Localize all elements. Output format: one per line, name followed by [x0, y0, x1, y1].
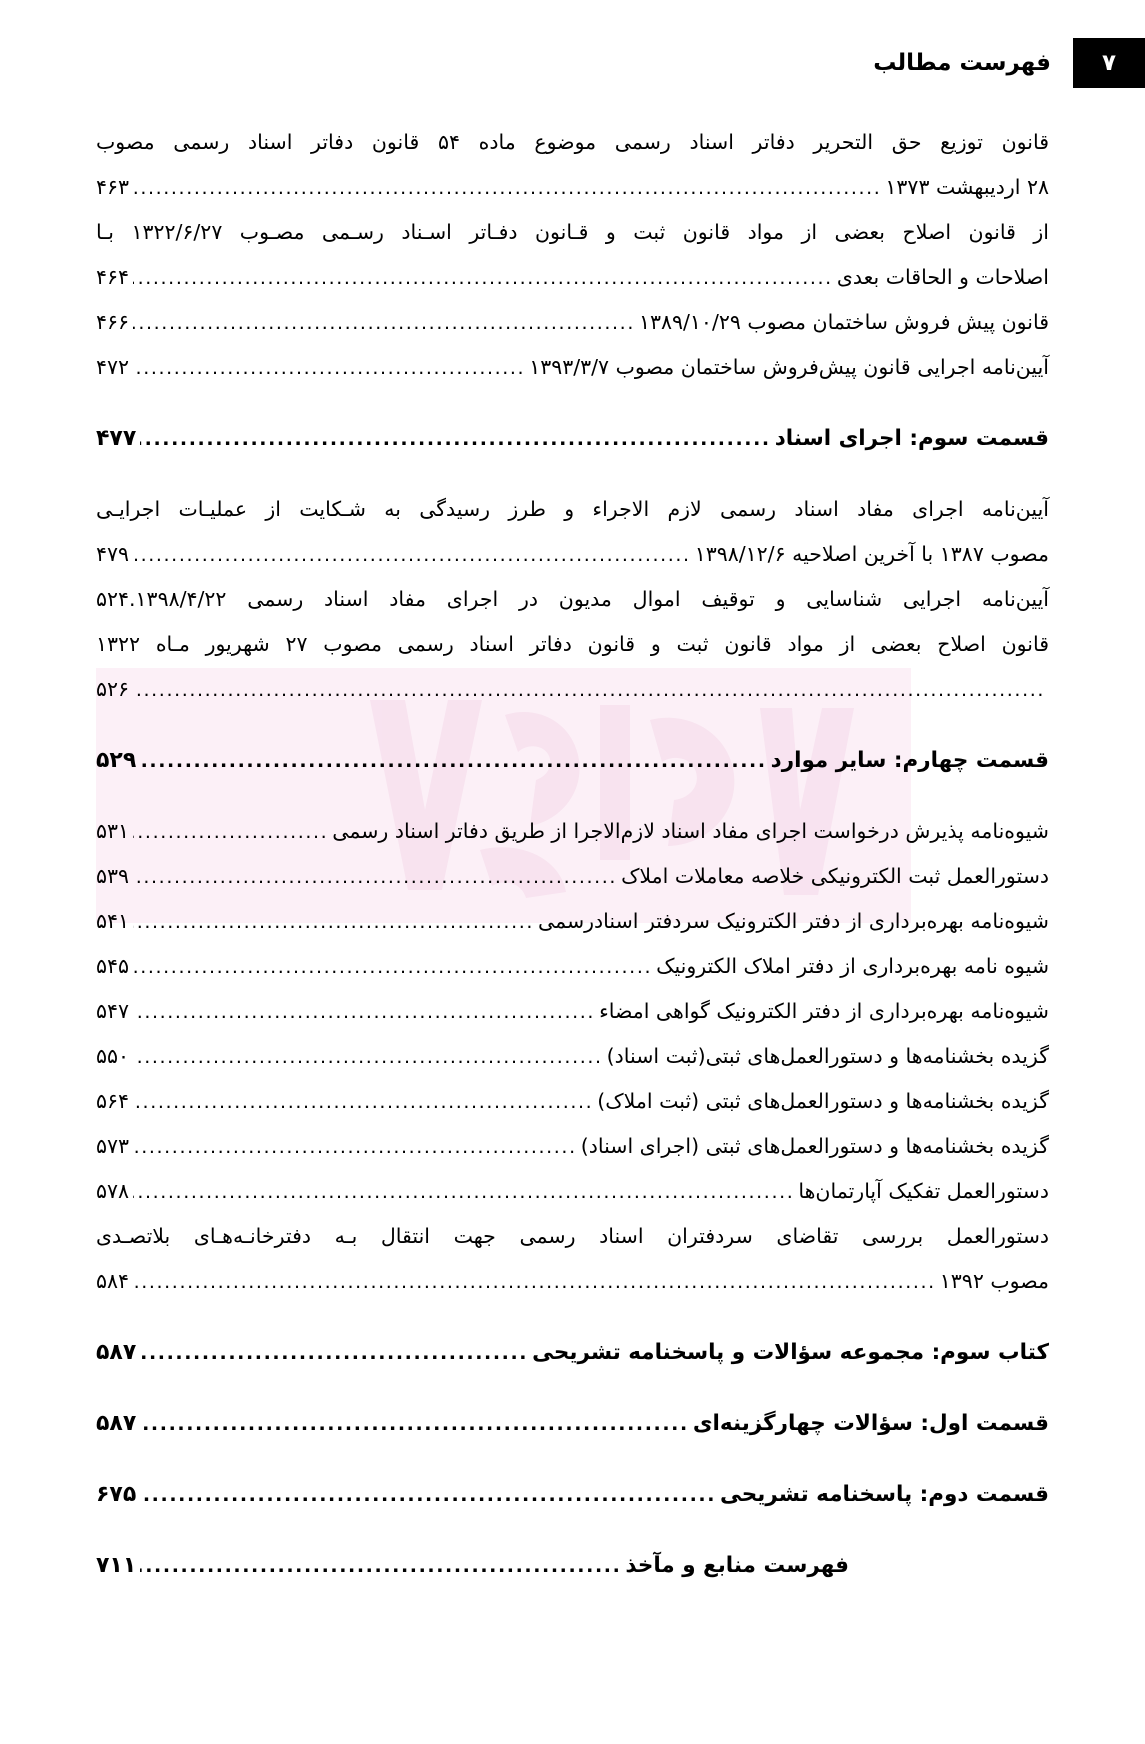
- leader-dots: [133, 1138, 577, 1159]
- toc-entry-page: ۵۶۴: [96, 1089, 130, 1113]
- toc-entry[interactable]: [96, 1079, 1049, 1124]
- toc-entry-line: مصوب ۱۳۸۷ با آخرین اصلاحیه ۱۳۹۸/۱۲/۶: [694, 542, 1049, 566]
- toc-entry-line: قانون اصلاح بعضی از مواد قانون ثبت و قانون دفاتر اسناد رسمی مصوب ۲۷ شهریور مـاه ۱۳۲۲: [96, 632, 1049, 656]
- toc-entry-page: ۵۳۱: [96, 819, 130, 843]
- leader-dots: [133, 269, 833, 290]
- toc-entry[interactable]: [96, 577, 1049, 622]
- toc-entry-page: ۵۸۷: [96, 1340, 137, 1365]
- toc-entry[interactable]: [96, 345, 1049, 390]
- toc-list: [96, 120, 1049, 1588]
- toc-entry[interactable]: [96, 1169, 1049, 1214]
- toc-entry-page: ۴۶۶: [96, 310, 130, 334]
- leader-dots: [133, 823, 328, 844]
- toc-entry-line: مصوب ۱۳۹۲: [939, 1269, 1049, 1293]
- toc-entry-page: ۵۲۶: [96, 677, 130, 701]
- toc-entry-line: شیوه‌نامه بهره‌برداری از دفتر الکترونیک گواهی امضاء: [599, 999, 1049, 1023]
- toc-entry-line: شیوه نامه بهره‌برداری از دفتر املاک الکترونیک: [656, 954, 1049, 978]
- toc-book-heading[interactable]: [96, 1330, 1049, 1375]
- toc-entry-page: ۵۴۱: [96, 909, 130, 933]
- toc-entry-line: شیوه‌نامه بهره‌برداری از دفتر الکترونیک سردفتر اسنادرسمی: [538, 909, 1049, 933]
- toc-entry[interactable]: [96, 944, 1049, 989]
- leader-dots: [133, 1048, 603, 1069]
- toc-entry-page: ۴۶۳: [96, 175, 130, 199]
- toc-entry-line: ۲۸ اردیبهشت ۱۳۷۳: [885, 175, 1049, 199]
- leader-dots: [133, 1273, 936, 1294]
- leader-dots: [133, 868, 617, 889]
- toc-entry-page: ۵۸۷: [96, 1411, 137, 1436]
- toc-entry[interactable]: [96, 1214, 1049, 1304]
- leader-dots: [133, 681, 1045, 702]
- toc-entry-page: ۴۷۹: [96, 542, 130, 566]
- leader-dots: [133, 1003, 595, 1024]
- leader-dots: [140, 1344, 528, 1366]
- page-title: فهرست مطالب: [873, 50, 1051, 76]
- toc-entry-line: آیین‌نامه اجرایی شناسایی و توقیف اموال مدیون در اجرای مفاد اسناد رسمی ۵۲۴.۱۳۹۸/۴/۲۲: [96, 587, 1049, 611]
- toc-entry-line: گزیده بخشنامه‌ها و دستورالعمل‌های ثبتی(ثبت اسناد): [606, 1044, 1049, 1068]
- toc-entry-page: ۴۷۲: [96, 355, 130, 379]
- toc-entry-page: ۷۱۱: [96, 1553, 137, 1578]
- leader-dots: [133, 546, 691, 567]
- toc-entry-line: دستورالعمل ثبت الکترونیکی خلاصه معاملات املاک: [621, 864, 1049, 888]
- leader-dots: [140, 1415, 689, 1437]
- toc-entry[interactable]: [96, 809, 1049, 854]
- toc-entry-page: ۵۴۷: [96, 999, 130, 1023]
- toc-entry-page: ۵۳۹: [96, 864, 130, 888]
- toc-entry[interactable]: [96, 1034, 1049, 1079]
- toc-entry[interactable]: [96, 622, 1049, 712]
- toc-entry-page: ۴۶۴: [96, 265, 130, 289]
- toc-section-heading[interactable]: [96, 1472, 1049, 1517]
- toc-entry-line: دستورالعمل تفکیک آپارتمان‌ها: [798, 1179, 1049, 1203]
- leader-dots: [140, 1486, 716, 1508]
- toc-entry[interactable]: [96, 120, 1049, 210]
- leader-dots: [133, 913, 534, 934]
- toc-entry-page: ۵۲۹: [96, 748, 137, 773]
- toc-entry-line: از قانون اصلاح بعضی از مواد قانون ثبت و قـانون دفـاتر اسـناد رسـمی مصـوب ۱۳۲۲/۶/۲۷ بـا: [96, 220, 1049, 244]
- leader-dots: [140, 1557, 621, 1579]
- running-header: [0, 38, 1145, 88]
- toc-entry-line: فهرست منابع و مآخذ: [625, 1553, 849, 1578]
- toc-entry-line: کتاب سوم: مجموعه سؤالات و پاسخنامه تشریحی: [532, 1340, 1049, 1365]
- toc-entry-page: ۵۸۴: [96, 1269, 130, 1293]
- leader-dots: [140, 430, 770, 452]
- toc-entry-line: قانون پیش فروش ساختمان مصوب ۱۳۸۹/۱۰/۲۹: [638, 310, 1049, 334]
- leader-dots: [140, 752, 766, 774]
- toc-entry[interactable]: [96, 989, 1049, 1034]
- toc-entry-line: قسمت چهارم: سایر موارد: [770, 748, 1049, 773]
- toc-entry-line: قانون توزیع حق التحریر دفاتر اسناد رسمی موضوع ماده ۵۴ قانون دفاتر اسناد رسمی مصوب: [96, 130, 1050, 154]
- toc-entry-page: ۴۷۷: [96, 426, 137, 451]
- toc-entry-line: گزیده بخشنامه‌ها و دستورالعمل‌های ثبتی (ثبت املاک): [597, 1089, 1049, 1113]
- toc-entry-line: اصلاحات و الحاقات بعدی: [836, 265, 1049, 289]
- leader-dots: [133, 958, 652, 979]
- leader-dots: [133, 1183, 794, 1204]
- toc-entry[interactable]: [96, 854, 1049, 899]
- page-number-box: ۷: [1073, 38, 1145, 88]
- toc-entry[interactable]: [96, 487, 1049, 577]
- toc-entry-page: ۵۵۰: [96, 1044, 130, 1068]
- toc-section-heading[interactable]: [96, 416, 1049, 461]
- toc-entry[interactable]: [96, 899, 1049, 944]
- leader-dots: [133, 1093, 593, 1114]
- toc-section-heading[interactable]: [96, 738, 1049, 783]
- toc-entry-line: آیین‌نامه اجرایی قانون پیش‌فروش ساختمان مصوب ۱۳۹۳/۳/۷: [529, 355, 1049, 379]
- toc-entry-line: گزیده بخشنامه‌ها و دستورالعمل‌های ثبتی (اجرای اسناد): [580, 1134, 1049, 1158]
- leader-dots: [133, 314, 635, 335]
- toc-entry-line: دستورالعمل بررسی تقاضای سردفتران اسناد رسمی جهت انتقال بـه دفترخانـه‌هـای بلاتصـدی: [96, 1224, 1049, 1248]
- leader-dots: [133, 179, 881, 200]
- toc-entry-line: قسمت سوم: اجرای اسناد: [774, 426, 1049, 451]
- toc-entry-line: آیین‌نامه اجرای مفاد اسناد رسمی لازم الاجراء و طرز رسیدگی به شـکایت از عملیـات اجرایـی: [96, 497, 1049, 521]
- toc-entry[interactable]: [96, 300, 1049, 345]
- toc-section-heading[interactable]: [96, 1401, 1049, 1446]
- toc-entry-page: ۶۷۵: [96, 1482, 137, 1507]
- toc-entry-page: ۵۴۵: [96, 954, 130, 978]
- toc-entry-line: شیوه‌نامه پذیرش درخواست اجرای مفاد اسناد لازم‌الاجرا از طریق دفاتر اسناد رسمی: [332, 819, 1049, 843]
- toc-references-heading[interactable]: [96, 1543, 1049, 1588]
- toc-entry-page: ۵۷۳: [96, 1134, 130, 1158]
- toc-entry-line: قسمت دوم: پاسخنامه تشریحی: [720, 1482, 1049, 1507]
- toc-entry-line: قسمت اول: سؤالات چهارگزینه‌ای: [692, 1411, 1049, 1436]
- toc-entry[interactable]: [96, 210, 1049, 300]
- toc-entry-page: ۵۷۸: [96, 1179, 130, 1203]
- leader-dots: [133, 359, 525, 380]
- toc-entry[interactable]: [96, 1124, 1049, 1169]
